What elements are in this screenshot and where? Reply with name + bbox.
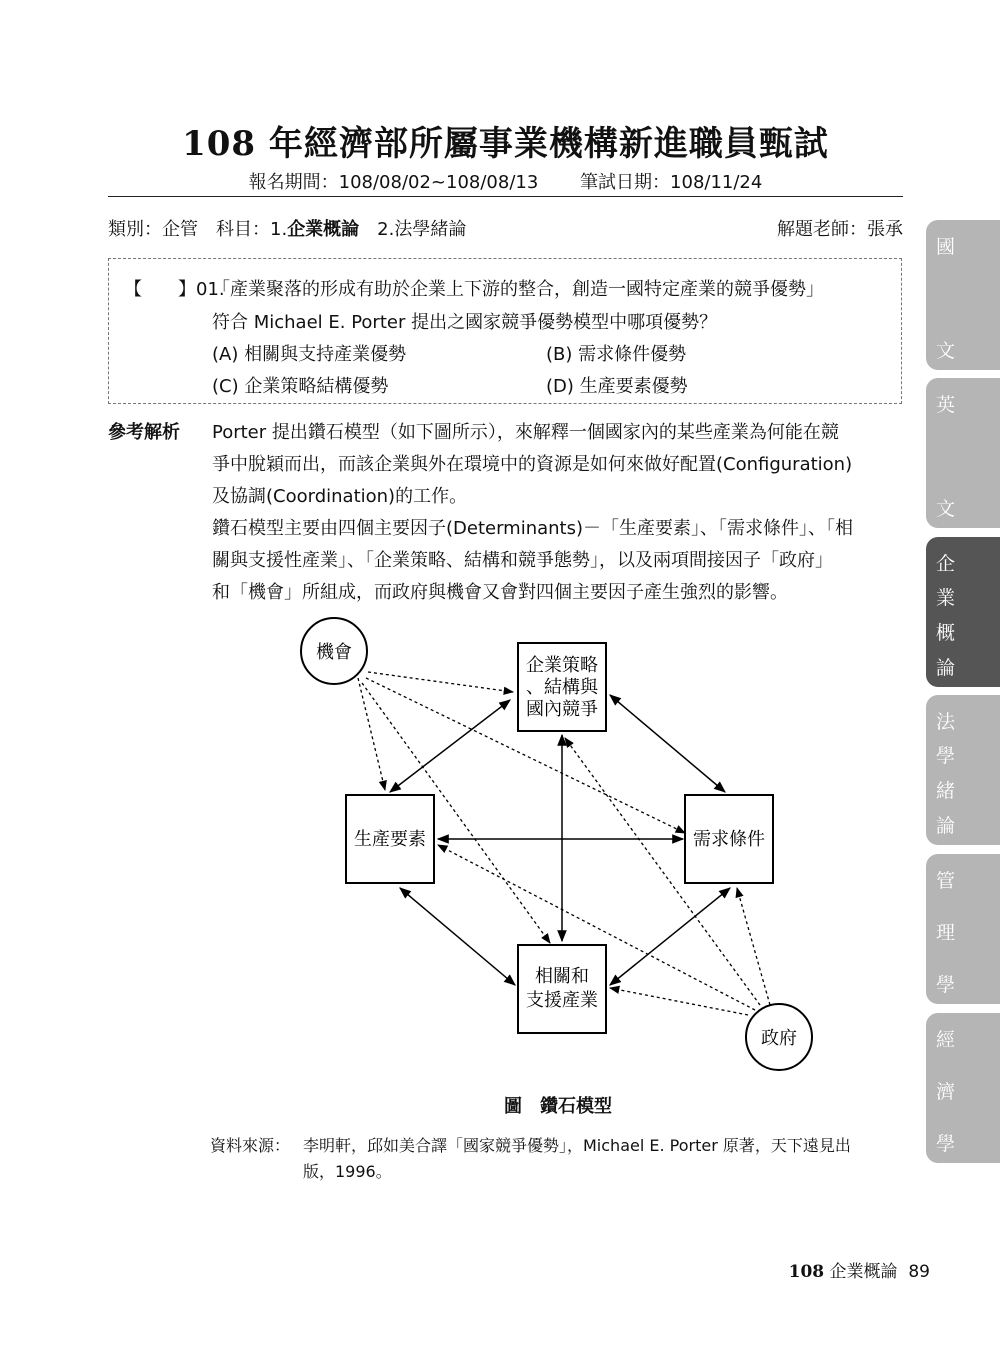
answer-p2-line: 和「機會」所組成，而政府與機會又會對四個主要因子產生強烈的影響。 — [212, 582, 788, 603]
government-label: 政府 — [761, 1028, 797, 1049]
strategy-label-line: 、結構與 — [526, 677, 598, 698]
arrow-strategy-demand — [610, 695, 725, 792]
tab-law-intro[interactable]: 法 學 緒 論 — [926, 695, 1000, 845]
teacher-label: 解題老師：張承 — [777, 219, 903, 240]
exam-dates — [108, 168, 903, 194]
tab-english[interactable]: 英 文 — [926, 378, 1000, 528]
option-a: (A) 相關與支持產業優勢 — [212, 344, 407, 365]
chance-label: 機會 — [316, 642, 352, 663]
option-d: (D) 生產要素優勢 — [546, 376, 688, 397]
strategy-label-line: 國內競爭 — [526, 699, 598, 720]
dashed-chance-factor — [358, 678, 385, 790]
exam-date: 筆試日期：108/11/24 — [580, 172, 763, 193]
source-label: 資料來源： — [210, 1136, 291, 1155]
answer-p1-line: Porter 提出鑽石模型（如下圖所示），來解釋一個國家內的某些產業為何能在競 — [212, 422, 839, 443]
tab-business-intro[interactable]: 企 業 概 論 — [926, 537, 1000, 687]
registration-period: 報名期間：108/08/02~108/08/13 — [248, 172, 539, 193]
dashed-gov-related — [610, 988, 748, 1015]
option-b: (B) 需求條件優勢 — [546, 344, 687, 365]
tab-chinese[interactable]: 國 文 — [926, 220, 1000, 370]
question-line-2: 符合 Michael E. Porter 提出之國家競爭優勢模型中哪項優勢？ — [212, 312, 718, 333]
demand-label: 需求條件 — [693, 829, 765, 850]
diamond-model-diagram — [295, 610, 835, 1080]
subject-bold: 企業概論 — [287, 219, 360, 240]
source-line-1: 李明軒，邱如美合譯「國家競爭優勢」，Michael E. Porter 原著，天下遠見出 — [303, 1136, 851, 1155]
option-c: (C) 企業策略結構優勢 — [212, 376, 389, 397]
factor-label: 生產要素 — [354, 829, 426, 850]
answer-p2-line: 關與支援性產業」、「企業策略、結構和競爭態勢」，以及兩項間接因子「政府」 — [212, 550, 833, 571]
related-node — [518, 945, 606, 1033]
related-label-line: 相關和 — [535, 966, 589, 987]
arrow-factor-related — [400, 888, 515, 985]
figure-caption: 圖 鑽石模型 — [504, 1096, 612, 1117]
related-label-line: 支援產業 — [526, 990, 598, 1011]
header-divider — [108, 196, 903, 197]
answer-p2-line: 鑽石模型主要由四個主要因子(Determinants)－「生產要素」、「需求條件」、「相 — [212, 518, 854, 539]
tab-economics[interactable]: 經 濟 學 — [926, 1013, 1000, 1163]
source-line-2: 版，1996。 — [303, 1162, 392, 1181]
dashed-gov-demand — [737, 888, 770, 1005]
subject-rest: 2.法學緒論 — [359, 219, 467, 240]
page-footer — [789, 1257, 930, 1282]
answer-label: 參考解析 — [108, 422, 180, 443]
footer-subject: 企業概論 — [824, 1262, 898, 1282]
footer-year: 108 — [788, 1262, 825, 1282]
arrow-demand-related — [610, 888, 730, 985]
answer-p1-line: 及協調(Coordination)的工作。 — [212, 486, 468, 507]
strategy-label-line: 企業策略 — [526, 655, 598, 676]
page-number: 89 — [908, 1262, 930, 1282]
tab-management[interactable]: 管 理 學 — [926, 854, 1000, 1004]
question-line-1: 「產業聚落的形成有助於企業上下游的整合，創造一國特定產業的競爭優勢」 — [212, 279, 824, 300]
question-number: 【 】01. — [124, 279, 225, 300]
answer-p1-line: 爭中脫穎而出，而該企業與外在環境中的資源是如何來做好配置(Configuration) — [212, 454, 853, 475]
page-title: 108 年經濟部所屬事業機構新進職員甄試 — [182, 124, 829, 164]
category-label: 類別：企管 科目：1. — [108, 219, 288, 240]
subject-line — [108, 215, 903, 241]
